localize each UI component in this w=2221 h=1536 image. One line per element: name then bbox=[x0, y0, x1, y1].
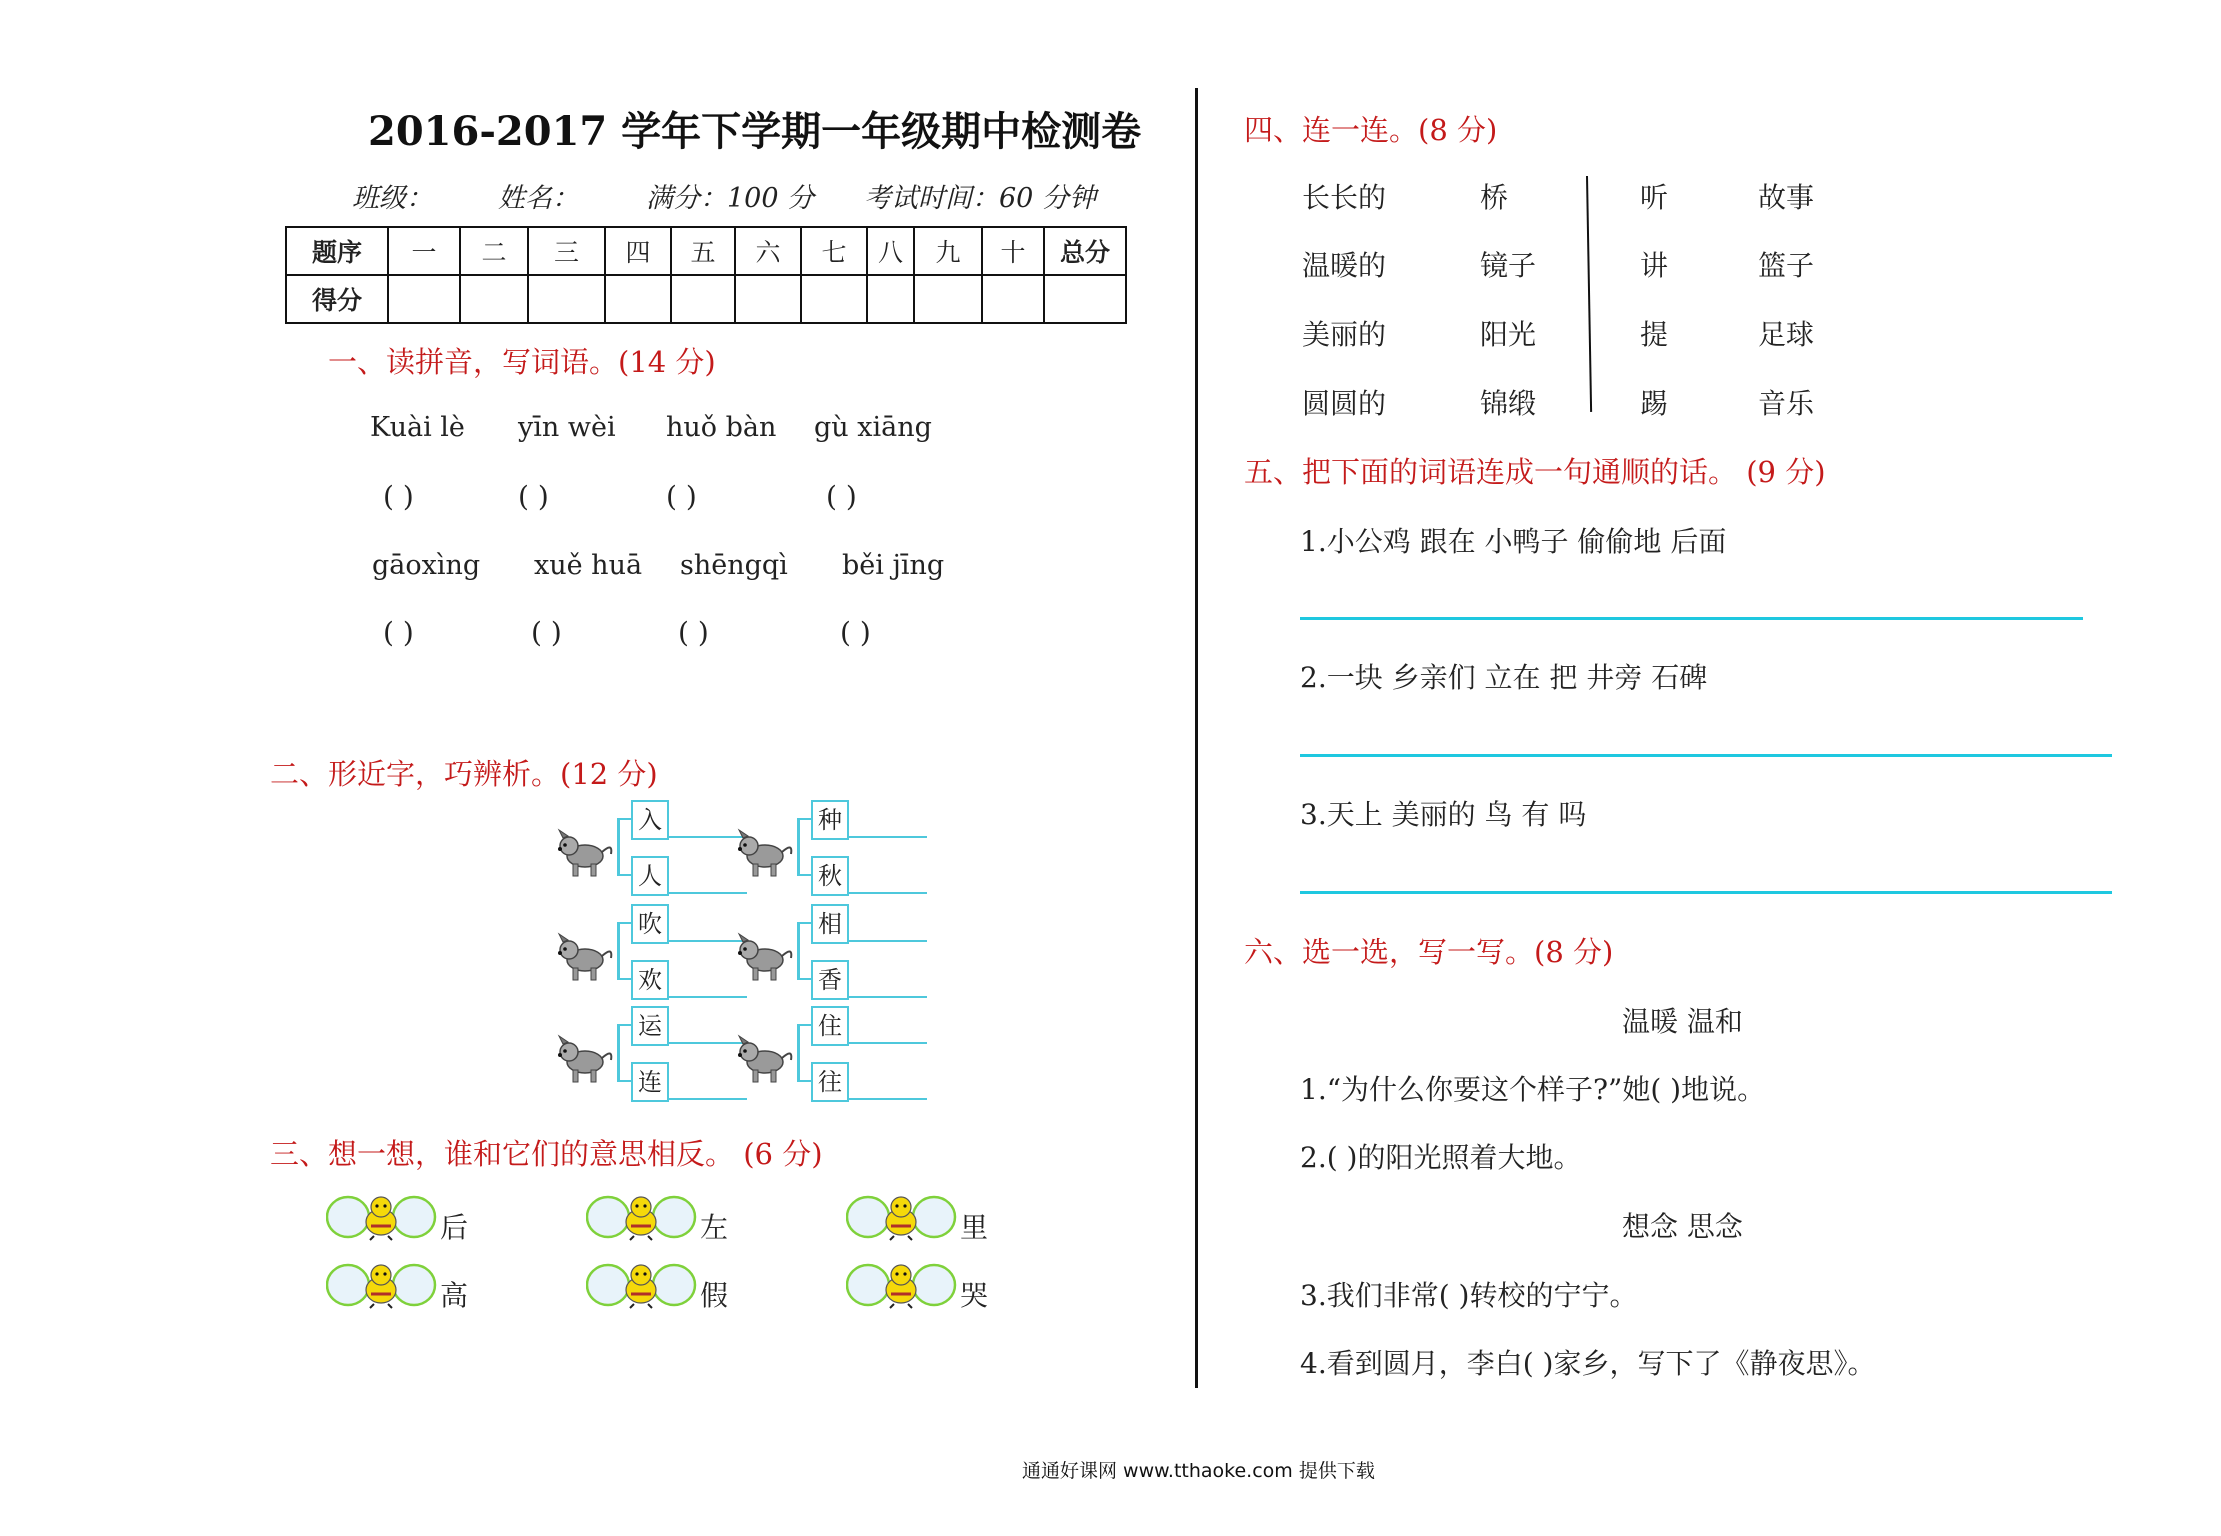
bee-icon bbox=[846, 1192, 958, 1246]
char-box: 欢 bbox=[631, 960, 669, 1000]
match-word[interactable]: 音乐 bbox=[1758, 387, 1815, 420]
sentence-words: 2.一块 乡亲们 立在 把 井旁 石碑 bbox=[1300, 661, 1708, 694]
fill-in-question[interactable]: 4.看到圆月，李白( )家乡，写下了《静夜思》。 bbox=[1300, 1347, 1876, 1380]
dog-icon bbox=[555, 828, 617, 884]
char-box: 香 bbox=[811, 960, 849, 1000]
table-cell: 八 bbox=[867, 227, 914, 275]
score-input-cell[interactable] bbox=[528, 275, 605, 323]
pinyin: gāoxìng bbox=[372, 550, 481, 581]
char-box: 住 bbox=[811, 1006, 849, 1046]
match-word[interactable]: 讲 bbox=[1640, 249, 1669, 282]
table-cell: 四 bbox=[605, 227, 671, 275]
char-box: 连 bbox=[631, 1062, 669, 1102]
bracket-connector bbox=[797, 818, 811, 820]
bracket-connector bbox=[797, 1080, 811, 1082]
bee-icon bbox=[326, 1260, 438, 1314]
section-5-heading: 五、把下面的词语连成一句通顺的话。 (9 分) bbox=[1244, 455, 1826, 489]
answer-parentheses[interactable]: ( ) bbox=[678, 616, 709, 649]
antonym-word: 哭 bbox=[960, 1279, 989, 1312]
match-divider-line bbox=[1586, 176, 1592, 412]
answer-line[interactable] bbox=[1300, 891, 2112, 894]
char-box: 往 bbox=[811, 1062, 849, 1102]
answer-line[interactable] bbox=[667, 996, 747, 998]
match-word[interactable]: 篮子 bbox=[1758, 249, 1815, 282]
bracket-connector bbox=[617, 818, 631, 820]
table-cell: 二 bbox=[460, 227, 528, 275]
antonym-word: 里 bbox=[960, 1211, 989, 1244]
full-score-label: 满分：100 分 bbox=[646, 183, 815, 214]
bracket-line bbox=[797, 818, 800, 874]
sentence-words: 3.天上 美丽的 鸟 有 吗 bbox=[1300, 798, 1587, 831]
match-word[interactable]: 圆圆的 bbox=[1302, 387, 1387, 420]
antonym-word: 左 bbox=[700, 1211, 729, 1244]
match-word[interactable]: 听 bbox=[1640, 181, 1669, 214]
bracket-connector bbox=[797, 978, 811, 980]
footer-source: 通通好课网 www.tthaoke.com 提供下载 bbox=[1022, 1460, 1375, 1482]
bracket-connector bbox=[797, 922, 811, 924]
bracket-connector bbox=[797, 874, 811, 876]
bracket-line bbox=[797, 1024, 800, 1080]
match-word[interactable]: 桥 bbox=[1480, 181, 1509, 214]
page-title: 2016-2017 学年下学期一年级期中检测卷 bbox=[368, 108, 1142, 155]
score-input-cell[interactable] bbox=[671, 275, 735, 323]
score-input-cell[interactable] bbox=[982, 275, 1044, 323]
answer-line[interactable] bbox=[847, 940, 927, 942]
antonym-word: 高 bbox=[440, 1279, 469, 1312]
section-3-heading: 三、想一想，谁和它们的意思相反。 (6 分) bbox=[270, 1137, 823, 1171]
answer-line[interactable] bbox=[667, 892, 747, 894]
match-word[interactable]: 长长的 bbox=[1302, 181, 1387, 214]
table-cell: 三 bbox=[528, 227, 605, 275]
answer-line[interactable] bbox=[1300, 617, 2083, 620]
answer-line[interactable] bbox=[847, 996, 927, 998]
table-cell: 五 bbox=[671, 227, 735, 275]
match-word[interactable]: 温暖的 bbox=[1302, 249, 1387, 282]
score-input-cell[interactable] bbox=[460, 275, 528, 323]
answer-parentheses[interactable]: ( ) bbox=[826, 480, 857, 513]
antonym-word: 假 bbox=[700, 1279, 729, 1312]
table-cell: 一 bbox=[388, 227, 460, 275]
score-table bbox=[285, 226, 1127, 324]
fill-in-question[interactable]: 2.( )的阳光照着大地。 bbox=[1300, 1141, 1582, 1174]
match-word[interactable]: 提 bbox=[1640, 318, 1669, 351]
score-input-cell[interactable] bbox=[388, 275, 460, 323]
name-label: 姓名： bbox=[498, 183, 579, 214]
answer-parentheses[interactable]: ( ) bbox=[383, 616, 414, 649]
word-choices: 温暖 温和 bbox=[1622, 1005, 1743, 1038]
bracket-connector bbox=[617, 922, 631, 924]
match-word[interactable]: 阳光 bbox=[1480, 318, 1537, 351]
char-box: 相 bbox=[811, 904, 849, 944]
section-6-heading: 六、选一选，写一写。(8 分) bbox=[1244, 935, 1614, 969]
fill-in-question[interactable]: 1.“为什么你要这个样子?”她( )地说。 bbox=[1300, 1073, 1766, 1106]
score-table-header-row bbox=[286, 227, 1126, 275]
match-word[interactable]: 镜子 bbox=[1480, 249, 1537, 282]
word-choices: 想念 思念 bbox=[1622, 1210, 1743, 1243]
score-input-cell[interactable] bbox=[605, 275, 671, 323]
dog-icon bbox=[735, 1034, 797, 1090]
score-input-cell[interactable] bbox=[735, 275, 801, 323]
pinyin: xuě huā bbox=[534, 550, 643, 581]
answer-line[interactable] bbox=[847, 892, 927, 894]
class-label: 班级： bbox=[352, 183, 433, 214]
dog-icon bbox=[735, 828, 797, 884]
char-box: 秋 bbox=[811, 856, 849, 896]
bracket-connector bbox=[617, 978, 631, 980]
char-box: 吹 bbox=[631, 904, 669, 944]
score-input-cell[interactable] bbox=[1044, 275, 1126, 323]
bracket-line bbox=[617, 818, 620, 874]
char-box: 人 bbox=[631, 856, 669, 896]
bracket-connector bbox=[617, 874, 631, 876]
bracket-line bbox=[617, 922, 620, 978]
bee-icon bbox=[586, 1192, 698, 1246]
answer-parentheses[interactable]: ( ) bbox=[518, 480, 549, 513]
antonym-word: 后 bbox=[440, 1211, 469, 1244]
exam-time-label: 考试时间：60 分钟 bbox=[864, 183, 1096, 214]
match-word[interactable]: 美丽的 bbox=[1302, 318, 1387, 351]
section-4-heading: 四、连一连。(8 分) bbox=[1244, 113, 1498, 147]
answer-line[interactable] bbox=[847, 836, 927, 838]
pinyin: yīn wèi bbox=[518, 412, 616, 443]
table-cell: 七 bbox=[801, 227, 867, 275]
answer-line[interactable] bbox=[667, 1098, 747, 1100]
dog-icon bbox=[555, 1034, 617, 1090]
score-input-cell[interactable] bbox=[801, 275, 867, 323]
table-cell: 六 bbox=[735, 227, 801, 275]
table-cell: 十 bbox=[982, 227, 1044, 275]
table-cell: 得分 bbox=[286, 275, 388, 323]
char-box: 运 bbox=[631, 1006, 669, 1046]
answer-parentheses[interactable]: ( ) bbox=[666, 480, 697, 513]
bracket-line bbox=[617, 1024, 620, 1080]
answer-line[interactable] bbox=[847, 1098, 927, 1100]
bee-icon bbox=[846, 1260, 958, 1314]
score-input-cell[interactable] bbox=[914, 275, 982, 323]
dog-icon bbox=[735, 932, 797, 988]
pinyin: běi jīng bbox=[842, 550, 945, 581]
bee-icon bbox=[326, 1192, 438, 1246]
section-2-heading: 二、形近字，巧辨析。(12 分) bbox=[270, 757, 658, 791]
bee-icon bbox=[586, 1260, 698, 1314]
pinyin: gù xiāng bbox=[814, 412, 932, 443]
bracket-connector bbox=[617, 1024, 631, 1026]
match-word[interactable]: 足球 bbox=[1758, 318, 1815, 351]
match-word[interactable]: 故事 bbox=[1758, 181, 1815, 214]
answer-parentheses[interactable]: ( ) bbox=[531, 616, 562, 649]
score-table-score-row bbox=[286, 275, 1126, 323]
answer-line[interactable] bbox=[1300, 754, 2112, 757]
column-divider bbox=[1195, 88, 1198, 1388]
pinyin: huǒ bàn bbox=[666, 412, 777, 443]
bracket-line bbox=[797, 922, 800, 978]
pinyin: Kuài lè bbox=[370, 412, 465, 443]
fill-in-question[interactable]: 3.我们非常( )转校的宁宁。 bbox=[1300, 1279, 1638, 1312]
table-cell: 总分 bbox=[1044, 227, 1126, 275]
char-box: 种 bbox=[811, 800, 849, 840]
table-cell: 题序 bbox=[286, 227, 388, 275]
answer-parentheses[interactable]: ( ) bbox=[840, 616, 871, 649]
bracket-connector bbox=[797, 1024, 811, 1026]
answer-line[interactable] bbox=[847, 1042, 927, 1044]
table-cell: 九 bbox=[914, 227, 982, 275]
sentence-words: 1.小公鸡 跟在 小鸭子 偷偷地 后面 bbox=[1300, 525, 1727, 558]
score-input-cell[interactable] bbox=[867, 275, 914, 323]
match-word[interactable]: 锦缎 bbox=[1480, 387, 1537, 420]
match-word[interactable]: 踢 bbox=[1640, 387, 1669, 420]
bracket-connector bbox=[617, 1080, 631, 1082]
dog-icon bbox=[555, 932, 617, 988]
section-1-heading: 一、读拼音，写词语。(14 分) bbox=[328, 345, 716, 379]
pinyin: shēngqì bbox=[680, 550, 788, 581]
char-box: 入 bbox=[631, 800, 669, 840]
answer-parentheses[interactable]: ( ) bbox=[383, 480, 414, 513]
